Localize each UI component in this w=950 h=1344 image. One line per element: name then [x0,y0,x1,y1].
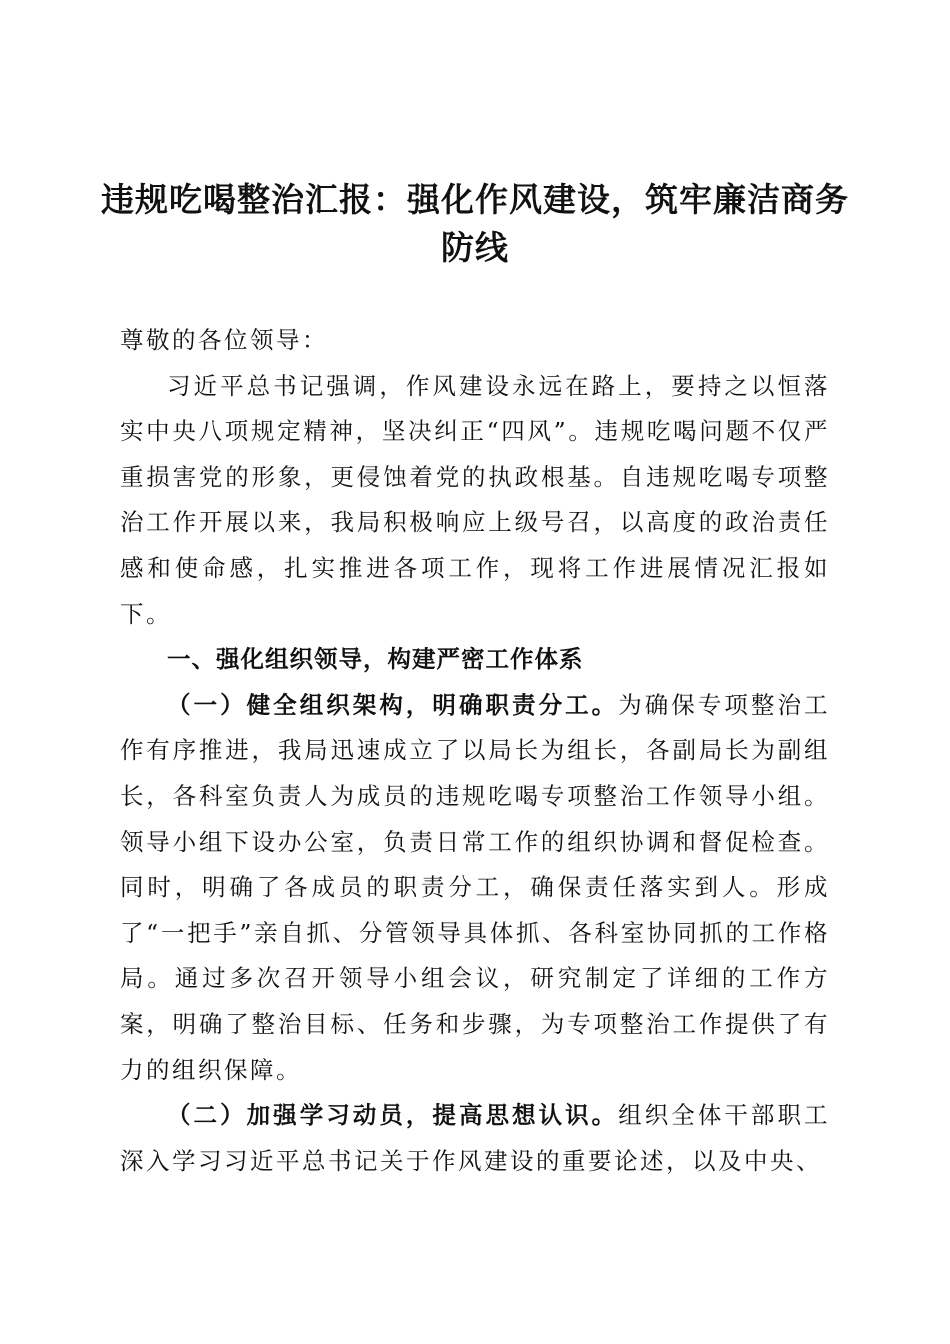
subsection-1-paragraph [120,683,830,1093]
subsection-2-text: 组织全体干部职工深入学习习近平总书记关于作风建设的重要论述，以及中央、 [120,1101,831,1175]
subsection-1-text: 为确保专项整治工作有序推进，我局迅速成立了以局长为组长，各副局长为副组长，各科室负责人为成员的违规吃喝专项整治工作领导小组。领导小组下设办公室，负责日常工作的组织协调和督促检查。同时，明确了各成员的职责分工，确保责任落实到人。形成了“一把手”亲自抓、分管领导具体抓、各科室协同抓的工作格局。通过多次召开领导小组会议，研究制定了详细的工作方案，明确了整治目标、任务和步骤，为专项整治工作提供了有力的组织保障。 [120,690,831,1084]
subsection-2-paragraph [120,1093,830,1184]
subsection-2-lead: （二）加强学习动员，提高思想认识。 [167,1101,619,1130]
intro-paragraph: 习近平总书记强调，作风建设永远在路上，要持之以恒落实中央八项规定精神，坚决纠正“四风”。违规吃喝问题不仅严重损害党的形象，更侵蚀着党的执政根基。自违规吃喝专项整治工作开展以来，我局积极响应上级号召，以高度的政治责任感和使命感，扎实推进各项工作，现将工作进展情况汇报如下。 [120,371,830,628]
salutation: 尊敬的各位领导： [120,326,328,354]
subsection-1-lead: （一）健全组织架构，明确职责分工。 [167,690,619,719]
document-body [120,318,830,1184]
section-1-heading: 一、强化组织领导，构建严密工作体系 [167,645,584,674]
document-title: 违规吃喝整治汇报：强化作风建设，筑牢廉洁商务防线 [101,180,849,267]
